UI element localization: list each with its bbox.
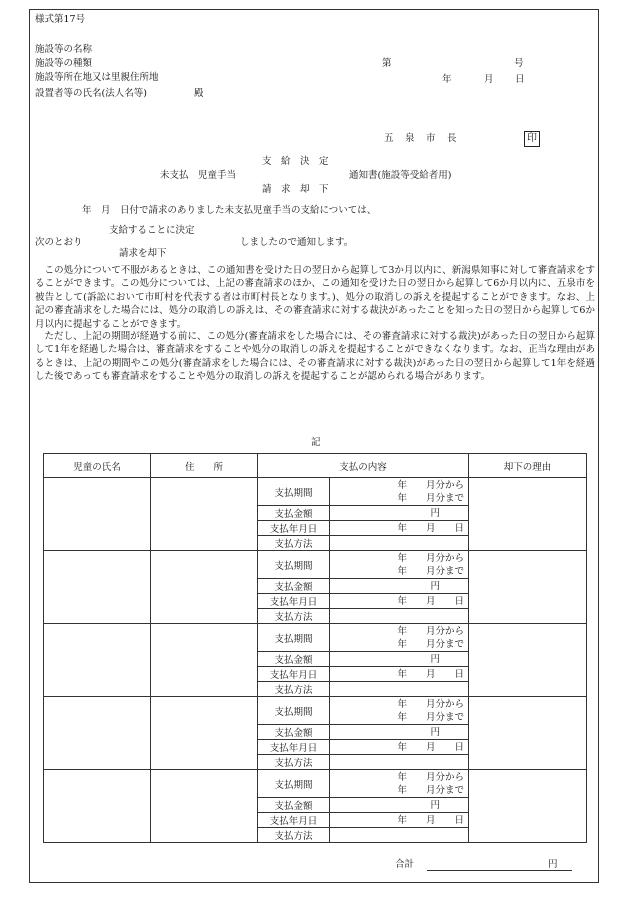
period-label: 支払期間: [258, 478, 330, 506]
title-decision: 支 給 決 定: [262, 156, 329, 167]
child-name-cell[interactable]: [44, 551, 151, 624]
intro-prefix: 次のとおり: [35, 237, 83, 248]
header-rejection-reason: 却下の理由: [469, 454, 587, 478]
record-label: 記: [311, 437, 321, 448]
method-value[interactable]: [330, 828, 469, 843]
amount-unit: 円: [430, 580, 441, 592]
amount-label: 支払金額: [258, 506, 330, 521]
total-label: 合計: [395, 859, 415, 870]
intro-suffix: しましたので通知します。: [240, 237, 354, 248]
honorific: 殿: [194, 88, 204, 99]
amount-value[interactable]: [330, 506, 469, 521]
method-value[interactable]: [330, 609, 469, 624]
amount-value[interactable]: [330, 725, 469, 740]
title-prefix: 未支払 児童手当: [160, 170, 237, 181]
amount-value[interactable]: [330, 652, 469, 667]
period-value[interactable]: [330, 551, 469, 579]
date-label: 支払年月日: [258, 594, 330, 609]
amount-unit: 円: [430, 799, 441, 811]
period-value[interactable]: [330, 624, 469, 652]
period-to: 年 月分まで: [397, 784, 465, 796]
address-cell[interactable]: [151, 770, 258, 843]
notice-paragraph-1: この処分について不服があるときは、この通知書を受けた日の翌日から起算して3か月以内に、新潟県知事に対して審査請求をすることができます。この処分については、上記の審査請求のほか、この通知を受けた日の翌日から起算して6か月以内に、五泉市を被告として(訴訟において市町村を代表する者は市町村長となります。)、処分の取消しの訴えを提起することができます。なお、上記の審査請求をした場合には、処分の取消しの訴えは、その審査請求に対する裁決があったことを知った日の翌日から起算して6か月以内に提起することができます。: [35, 265, 595, 330]
amount-unit: 円: [430, 726, 441, 738]
facility-type-label: 施設等の種類: [35, 58, 93, 69]
period-label: 支払期間: [258, 770, 330, 798]
address-cell[interactable]: [151, 551, 258, 624]
payment-table: [43, 453, 587, 843]
method-label: 支払方法: [258, 828, 330, 843]
form-number: 様式第17号: [35, 14, 86, 25]
facility-name-label: 施設等の名称: [35, 44, 93, 55]
address-cell[interactable]: [151, 697, 258, 770]
table-row: [44, 478, 587, 506]
date-value[interactable]: [330, 521, 469, 536]
reason-cell[interactable]: [469, 478, 587, 551]
period-from: 年 月分から: [397, 552, 465, 564]
amount-unit: 円: [430, 653, 441, 665]
period-label: 支払期間: [258, 697, 330, 725]
intro-option-rejection: 請求を却下: [119, 248, 167, 259]
issuer: 五 泉 市 長: [384, 133, 458, 144]
intro-date-line: 年 月 日付で請求のありました未支払児童手当の支給については、: [82, 205, 377, 216]
amount-value[interactable]: [330, 798, 469, 813]
title-suffix: 通知書(施設等受給者用): [349, 170, 452, 181]
period-label: 支払期間: [258, 551, 330, 579]
method-value[interactable]: [330, 682, 469, 697]
date-value[interactable]: [330, 594, 469, 609]
date-text: 年 月 日: [397, 595, 465, 607]
facility-address-label: 施設等所在地又は里親住所地: [35, 72, 159, 83]
amount-label: 支払金額: [258, 725, 330, 740]
period-to: 年 月分まで: [397, 711, 465, 723]
child-name-cell[interactable]: [44, 770, 151, 843]
installer-label: 設置者等の氏名(法人名等): [35, 88, 147, 99]
amount-label: 支払金額: [258, 579, 330, 594]
method-label: 支払方法: [258, 536, 330, 551]
date-label: 支払年月日: [258, 813, 330, 828]
date-month: 月: [484, 74, 494, 85]
amount-label: 支払金額: [258, 652, 330, 667]
method-value[interactable]: [330, 536, 469, 551]
table-row: [44, 770, 587, 798]
intro-option-decision: 支給することに決定: [109, 225, 195, 236]
date-year: 年: [442, 74, 452, 85]
period-from: 年 月分から: [397, 479, 465, 491]
title-rejection: 請 求 却 下: [262, 184, 329, 195]
reason-cell[interactable]: [469, 770, 587, 843]
amount-unit: 円: [430, 507, 441, 519]
period-from: 年 月分から: [397, 771, 465, 783]
reason-cell[interactable]: [469, 697, 587, 770]
header-address: 住 所: [151, 454, 258, 478]
child-name-cell[interactable]: [44, 697, 151, 770]
method-label: 支払方法: [258, 682, 330, 697]
date-value[interactable]: [330, 740, 469, 755]
date-value[interactable]: [330, 813, 469, 828]
method-label: 支払方法: [258, 755, 330, 770]
amount-label: 支払金額: [258, 798, 330, 813]
date-text: 年 月 日: [397, 522, 465, 534]
period-to: 年 月分まで: [397, 492, 465, 504]
date-label: 支払年月日: [258, 521, 330, 536]
reason-cell[interactable]: [469, 551, 587, 624]
date-label: 支払年月日: [258, 667, 330, 682]
period-from: 年 月分から: [397, 625, 465, 637]
header-child-name: 児童の氏名: [44, 454, 151, 478]
table-row: [44, 551, 587, 579]
period-to: 年 月分まで: [397, 565, 465, 577]
total-unit: 円: [548, 859, 558, 870]
period-value[interactable]: [330, 770, 469, 798]
date-label: 支払年月日: [258, 740, 330, 755]
child-name-cell[interactable]: [44, 478, 151, 551]
notice-paragraph-2: ただし、上記の期間が経過する前に、この処分(審査請求をした場合には、その審査請求に対する裁決)があった日の翌日から起算して1年を経過した場合は、審査請求をすることや処分の取消しの訴えを提起することができなくなります。なお、正当な理由があるときは、上記の期間やこの処分(審査請求をした場合には、その審査請求に対する裁決)があった日の翌日から起算して1年を経過した後であっても審査請求をすることや処分の取消しの訴えを提起することが認められる場合があります。: [35, 331, 595, 383]
amount-value[interactable]: [330, 579, 469, 594]
seal-mark: 印: [524, 131, 540, 147]
date-text: 年 月 日: [397, 668, 465, 680]
date-text: 年 月 日: [397, 814, 465, 826]
address-cell[interactable]: [151, 478, 258, 551]
doc-number-suffix: 号: [514, 58, 524, 69]
method-label: 支払方法: [258, 609, 330, 624]
date-day: 日: [515, 74, 525, 85]
period-value[interactable]: [330, 478, 469, 506]
period-from: 年 月分から: [397, 698, 465, 710]
date-text: 年 月 日: [397, 741, 465, 753]
period-to: 年 月分まで: [397, 638, 465, 650]
method-value[interactable]: [330, 755, 469, 770]
table-row: [44, 697, 587, 725]
child-name-cell[interactable]: [44, 624, 151, 697]
period-label: 支払期間: [258, 624, 330, 652]
header-payment-details: 支払の内容: [258, 454, 469, 478]
table-row: [44, 624, 587, 652]
reason-cell[interactable]: [469, 624, 587, 697]
date-value[interactable]: [330, 667, 469, 682]
doc-number-prefix: 第: [382, 58, 392, 69]
address-cell[interactable]: [151, 624, 258, 697]
period-value[interactable]: [330, 697, 469, 725]
